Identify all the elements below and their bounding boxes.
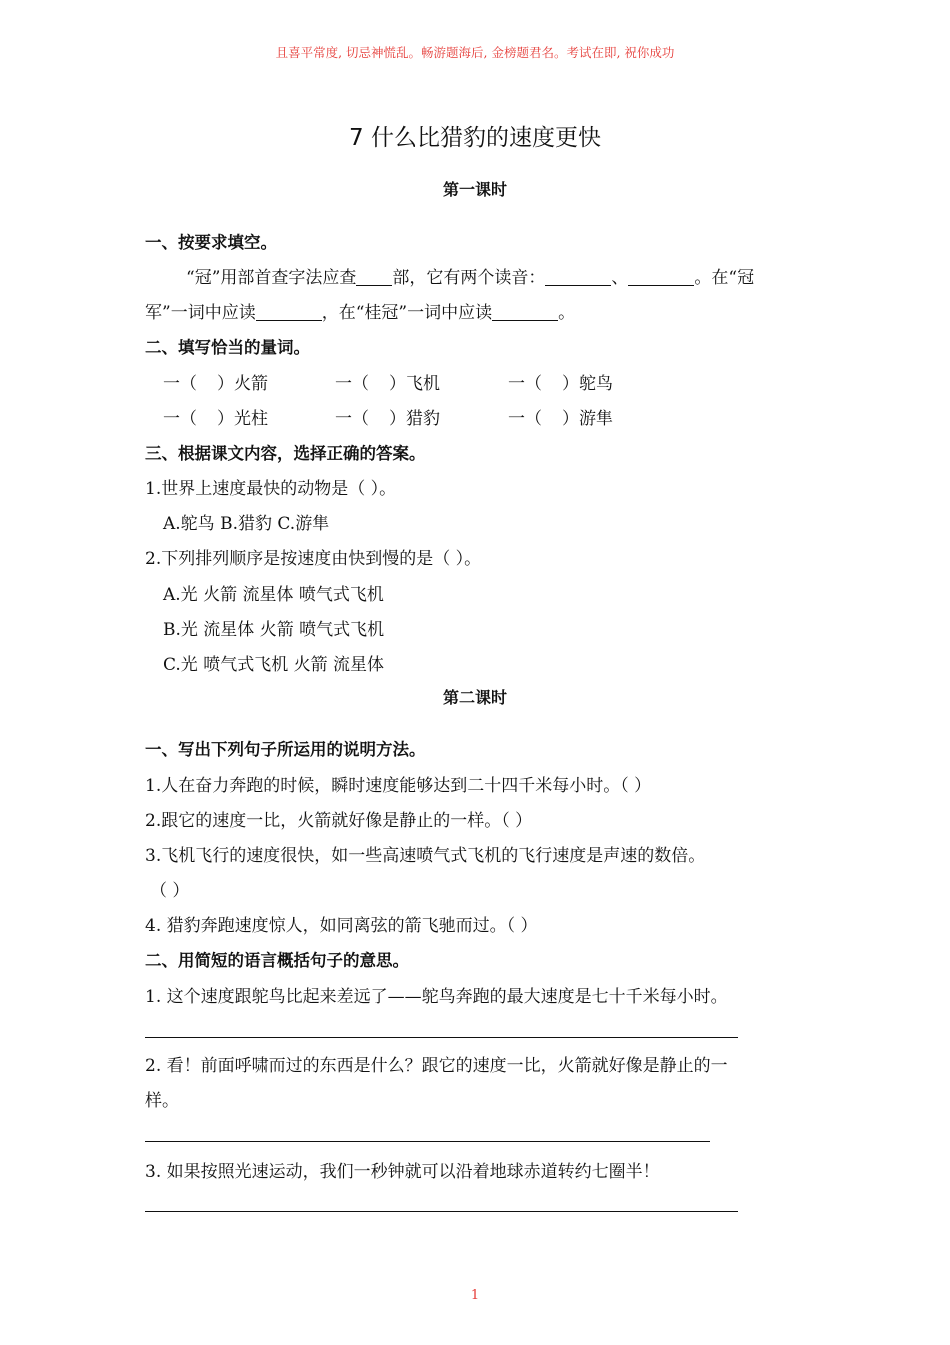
question-1-options[interactable]: A.鸵鸟 B.猎豹 C.游隼: [163, 514, 330, 534]
measure-word-item[interactable]: 一（ ）光柱: [163, 409, 268, 429]
method-question-3: 3.飞机飞行的速度很快，如一些高速喷气式飞机的飞行速度是声速的数倍。: [145, 846, 706, 866]
method-question-3-answer[interactable]: （ ）: [150, 881, 190, 901]
text: ，在“桂冠”一词中应读: [321, 303, 493, 323]
option-a[interactable]: A.光 火箭 流星体 喷气式飞机: [163, 585, 384, 605]
text: 部，它有两个读音：: [392, 268, 546, 288]
answer-line[interactable]: [145, 1141, 710, 1142]
method-question-4[interactable]: 4. 猎豹奔跑速度惊人，如同离弦的箭飞驰而过。（ ）: [145, 916, 538, 936]
section-measure-words-heading: 二、填写恰当的量词。: [145, 338, 310, 357]
blank-reading-guanjun[interactable]: [256, 302, 322, 321]
lesson-1-heading: 第一课时: [442, 180, 507, 199]
page-header-motto: 且喜平常度, 切忌神慌乱。畅游题海后, 金榜题君名。考试在即, 祝你成功: [275, 45, 675, 60]
question-2: 2.下列排列顺序是按速度由快到慢的是（ ）。: [145, 549, 482, 569]
question-1: 1.世界上速度最快的动物是（ ）。: [145, 479, 397, 499]
text: 军”一词中应读: [145, 303, 256, 323]
answer-line[interactable]: [145, 1037, 738, 1038]
section-summarize-heading: 二、用简短的语言概括句子的意思。: [145, 951, 409, 970]
summary-question-3: 3. 如果按照光速运动，我们一秒钟就可以沿着地球赤道转约七圈半！: [145, 1162, 660, 1182]
method-question-1[interactable]: 1.人在奋力奔跑的时候，瞬时速度能够达到二十四千米每小时。（ ）: [145, 776, 652, 796]
text: 。: [558, 303, 576, 323]
text: “冠”用部首查字法应查: [186, 268, 357, 288]
measure-word-item[interactable]: 一（ ）猎豹: [335, 409, 440, 429]
fill-in-line-1: [186, 263, 754, 288]
option-c[interactable]: C.光 喷气式飞机 火箭 流星体: [163, 655, 385, 675]
method-question-2[interactable]: 2.跟它的速度一比，火箭就好像是静止的一样。（ ）: [145, 811, 533, 831]
blank-reading-guiguan[interactable]: [492, 302, 558, 321]
measure-word-item[interactable]: 一（ ）飞机: [335, 374, 440, 394]
measure-word-item[interactable]: 一（ ）游隼: [508, 409, 613, 429]
summary-question-1: 1. 这个速度跟鸵鸟比起来差远了——鸵鸟奔跑的最大速度是七十千米每小时。: [145, 987, 728, 1007]
blank-reading-1[interactable]: [545, 267, 611, 286]
lesson-2-heading: 第二课时: [442, 688, 507, 707]
measure-word-item[interactable]: 一（ ）鸵鸟: [508, 374, 613, 394]
section-explanation-methods-heading: 一、写出下列句子所运用的说明方法。: [145, 740, 426, 759]
text: 。在“冠: [694, 268, 755, 288]
summary-question-2: 2. 看！前面呼啸而过的东西是什么？跟它的速度一比，火箭就好像是静止的一: [145, 1056, 728, 1076]
option-b[interactable]: B.光 流星体 火箭 喷气式飞机: [163, 620, 385, 640]
section-fill-in-heading: 一、按要求填空。: [145, 233, 277, 252]
summary-question-2-cont: 样。: [145, 1091, 179, 1111]
blank-radical[interactable]: [356, 267, 392, 286]
page-number: 1: [470, 1288, 480, 1303]
fill-in-line-2: [145, 298, 575, 323]
answer-line[interactable]: [145, 1211, 738, 1212]
page-title: 7 什么比猎豹的速度更快: [349, 125, 601, 151]
section-multiple-choice-heading: 三、根据课文内容，选择正确的答案。: [145, 444, 426, 463]
measure-word-item[interactable]: 一（ ）火箭: [163, 374, 268, 394]
text: 、: [611, 268, 629, 288]
blank-reading-2[interactable]: [628, 267, 694, 286]
